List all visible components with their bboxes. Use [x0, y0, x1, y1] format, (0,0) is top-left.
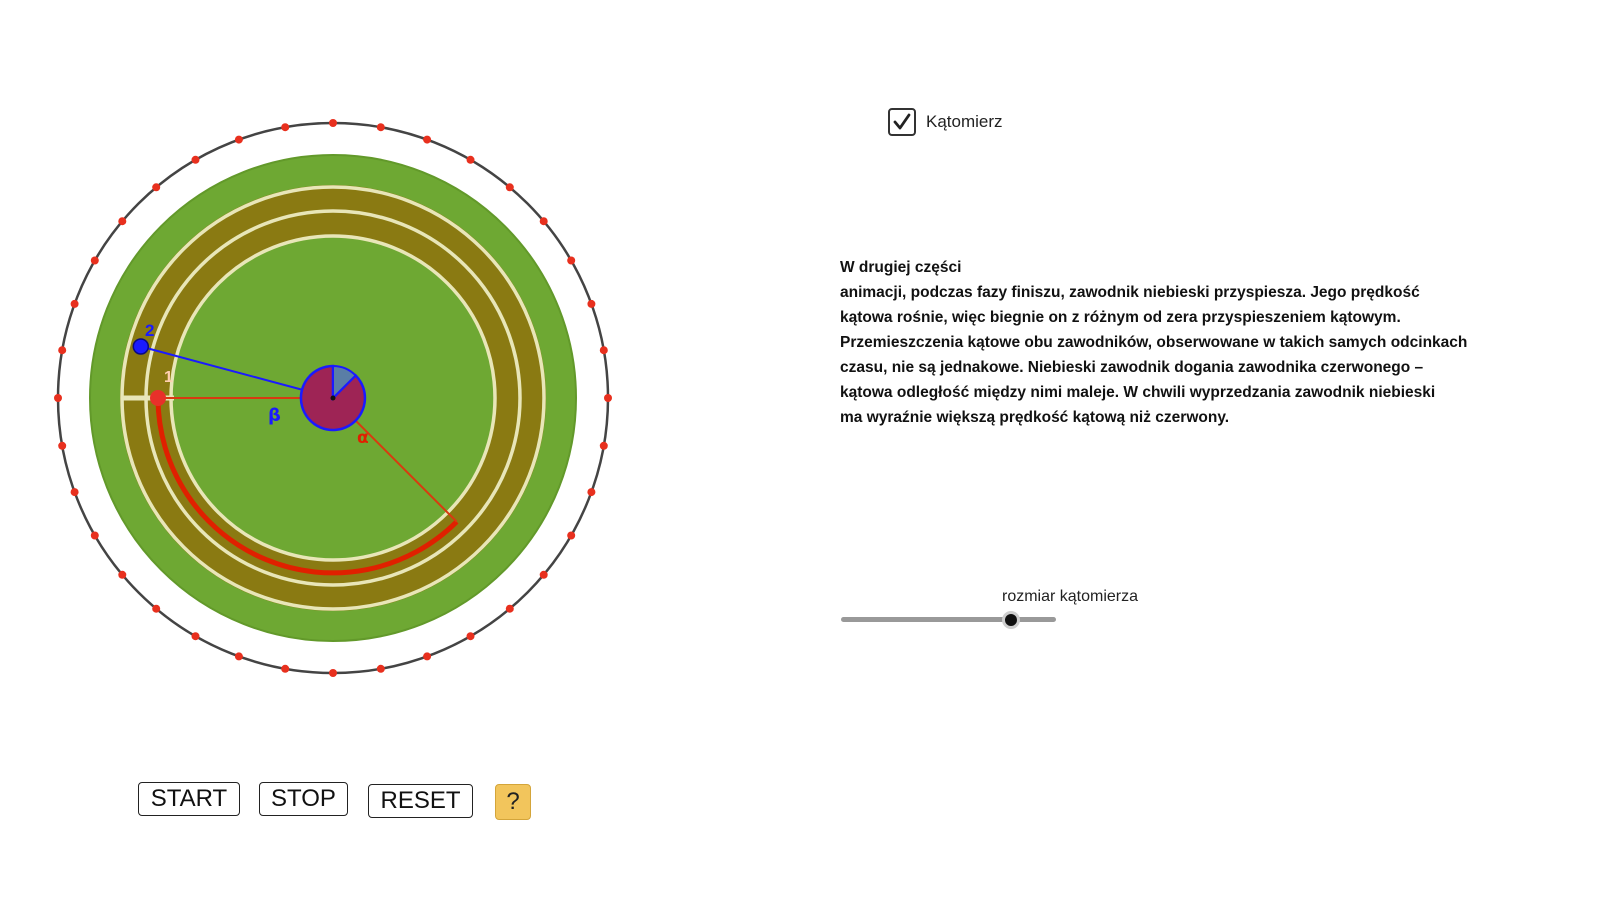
outer-circle-tick — [377, 665, 385, 673]
outer-circle-tick — [506, 183, 514, 191]
outer-circle-tick — [118, 571, 126, 579]
outer-circle-tick — [587, 488, 595, 496]
center-point — [331, 396, 336, 401]
blue-runner[interactable] — [133, 339, 148, 354]
outer-circle-tick — [71, 488, 79, 496]
outer-circle-tick — [91, 532, 99, 540]
checkbox-box[interactable] — [888, 108, 916, 136]
outer-circle-tick — [91, 257, 99, 265]
checkmark-icon — [892, 112, 912, 132]
protractor-checkbox-label: Kątomierz — [926, 112, 1003, 131]
outer-circle-tick — [600, 346, 608, 354]
outer-circle-tick — [329, 119, 337, 127]
outer-circle-tick — [567, 532, 575, 540]
reset-button[interactable]: RESET — [368, 784, 473, 818]
outer-circle-tick — [281, 123, 289, 131]
outer-circle-tick — [467, 632, 475, 640]
outer-circle-tick — [54, 394, 62, 402]
outer-circle-tick — [540, 571, 548, 579]
description-line: animacji, podczas fazy finiszu, zawodnik niebieski przyspiesza. Jego prędkość — [840, 284, 1420, 301]
outer-circle-tick — [71, 300, 79, 308]
red-runner-label: 1 — [164, 369, 173, 386]
outer-circle-tick — [152, 183, 160, 191]
outer-circle-tick — [192, 632, 200, 640]
outer-circle-tick — [281, 665, 289, 673]
description-line: Przemieszczenia kątowe obu zawodników, obserwowane w takich samych odcinkach — [840, 334, 1468, 351]
outer-circle-tick — [192, 156, 200, 164]
description-line: ma wyraźnie większą prędkość kątową niż czerwony. — [840, 409, 1230, 426]
outer-circle-tick — [467, 156, 475, 164]
slider-label: rozmiar kątomierza — [1001, 588, 1139, 605]
outer-circle-tick — [58, 442, 66, 450]
outer-circle-tick — [540, 217, 548, 225]
angle-alpha-label: α — [357, 428, 369, 448]
outer-circle-tick — [235, 652, 243, 660]
outer-circle-tick — [152, 605, 160, 613]
protractor-size-slider[interactable] — [841, 617, 1056, 622]
start-button[interactable]: START — [138, 782, 240, 816]
red-runner[interactable] — [150, 390, 166, 406]
outer-circle-tick — [423, 136, 431, 144]
stop-button[interactable]: STOP — [259, 782, 348, 816]
description-line: W drugiej części — [840, 259, 962, 276]
outer-circle-tick — [235, 136, 243, 144]
blue-runner-label: 2 — [145, 321, 155, 340]
outer-circle-tick — [587, 300, 595, 308]
outer-circle-tick — [377, 123, 385, 131]
slider-thumb[interactable] — [1002, 611, 1020, 629]
outer-circle-tick — [600, 442, 608, 450]
outer-circle-tick — [604, 394, 612, 402]
description-line: kątowa odległość między nimi maleje. W chwili wyprzedzania zawodnik niebieski — [840, 384, 1436, 401]
help-button[interactable]: ? — [495, 784, 531, 820]
description-line: czasu, nie są jednakowe. Niebieski zawodnik dogania zawodnika czerwonego – — [840, 359, 1424, 376]
description-line: kątowa rośnie, więc biegnie on z różnym od zera przyspieszeniem kątowym. — [840, 309, 1401, 326]
outer-circle-tick — [506, 605, 514, 613]
outer-circle-tick — [329, 669, 337, 677]
outer-circle-tick — [423, 652, 431, 660]
protractor-checkbox[interactable] — [888, 108, 1003, 136]
outer-circle-tick — [58, 346, 66, 354]
outer-circle-tick — [118, 217, 126, 225]
angle-beta-label: β — [268, 405, 281, 426]
outer-circle-tick — [567, 257, 575, 265]
description-text — [840, 255, 1540, 430]
